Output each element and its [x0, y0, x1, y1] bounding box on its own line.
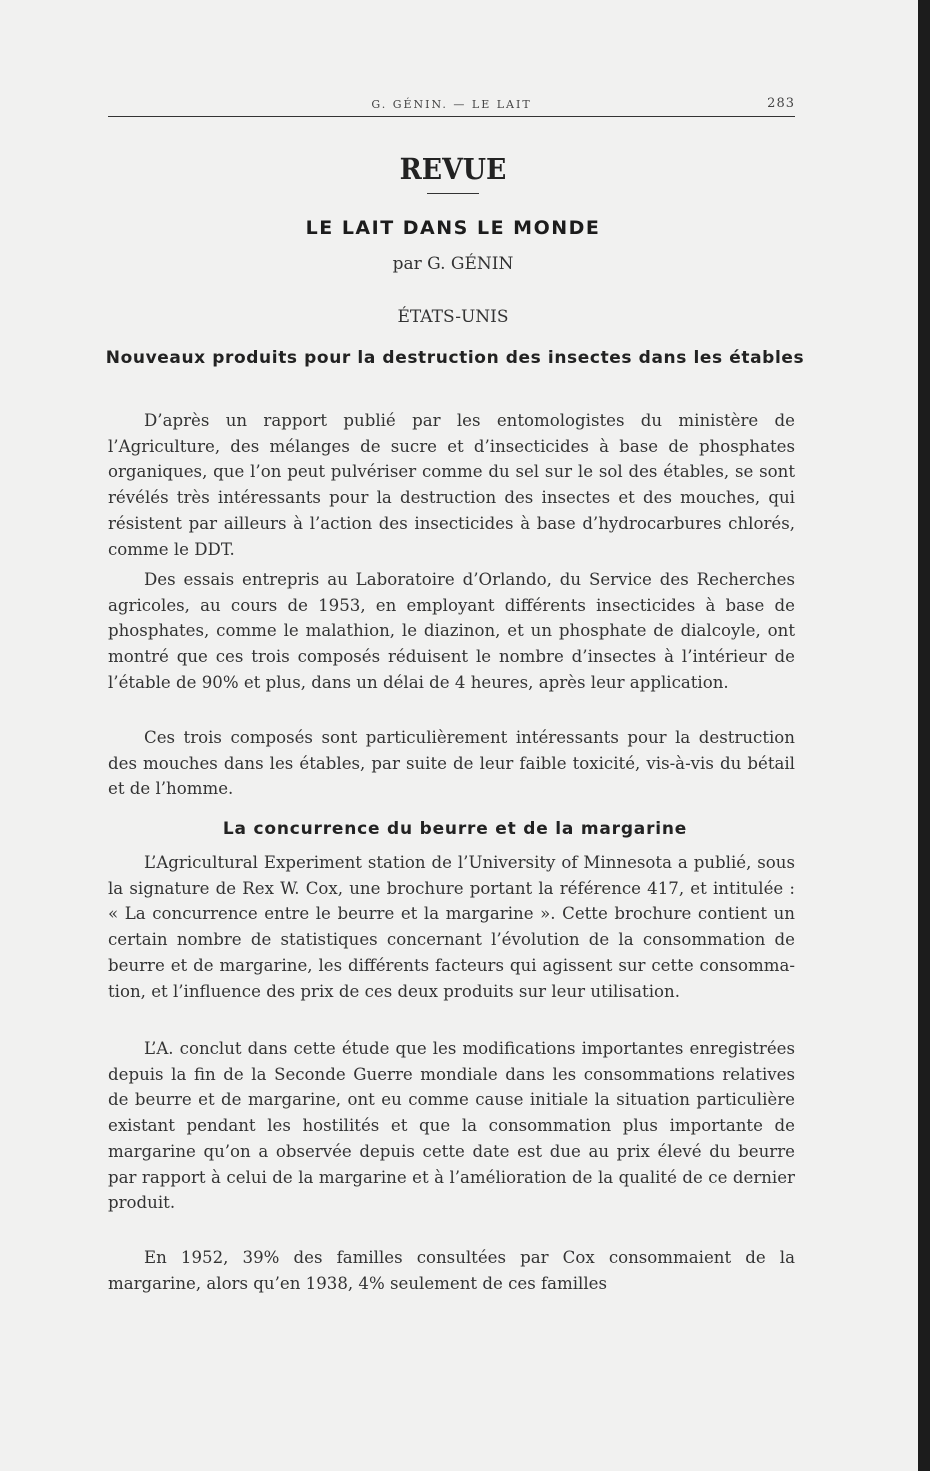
- paragraph: En 1952, 39% des familles consultées par Cox consommaient de la margarine, alors qu’en 1938, 4% seulement de ces familles: [108, 1248, 795, 1293]
- paragraph: L’Agricultural Experiment station de l’University of Minnesota a publié, sous la signature de Rex W. Cox, une brochure portant la référence 417, et intitulée : « La concurrence entre le beurre et la margarine ». Cette brochure contient un certain nombre de statistiques concernant l’évolution de la consommation de beurre et de margarine, les différents facteurs qui agissent sur cette consommation, et l’influence des prix de ces deux produits sur leur utilisation.: [108, 853, 795, 1001]
- paragraph: Ces trois composés sont particulièrement intéressants pour la destruction des mouches dans les étables, par suite de leur faible toxicité, vis-à-vis du bétail et de l’homme.: [108, 728, 795, 799]
- paragraph: Des essais entrepris au Laboratoire d’Orlando, du Service des Recherches agricoles, au cours de 1953, en employant différents insecticides à base de phosphates, comme le malathion, le diazinon, et un phosphate de dialcoyle, ont montré que ces trois composés réduisent le nombre d’insectes à l’intérieur de l’étable de 90% et plus, dans un délai de 4 heures, après leur application.: [108, 570, 795, 692]
- paragraph: L’A. conclut dans cette étude que les modifications importantes enregistrées depuis la fin de la Seconde Guerre mondiale dans les consommations relatives de beurre et de margarine, ont eu comme cause initiale la situation particulière existant pendant les hostilités et que la consommation plus importante de margarine qu’on a observée depuis cette date est due au prix élevé du beurre par rapport à celui de la margarine et à l’amélioration de la qualité de ce dernier produit.: [108, 1039, 795, 1213]
- country-heading: ÉTATS-UNIS: [397, 307, 509, 327]
- article-title: LE LAIT DANS LE MONDE: [305, 217, 601, 239]
- running-head: G. GÉNIN. — LE LAIT: [371, 98, 532, 111]
- section-title: La concurrence du beurre et de la margarine: [222, 819, 688, 839]
- page-number: 283: [767, 96, 795, 111]
- title-rule: [427, 193, 479, 194]
- section-heading-revue: REVUE: [399, 152, 507, 186]
- article-byline: par G. GÉNIN: [392, 254, 514, 274]
- page-header: [108, 92, 795, 117]
- section-title: Nouveaux produits pour la destruction des insectes dans les étables: [105, 348, 805, 368]
- scan-edge: [918, 0, 930, 1471]
- paragraph: D’après un rapport publié par les entomologistes du ministère de l’Agriculture, des mélanges de sucre et d’insecticides à base de phosphates organiques, que l’on peut pulvériser comme du sel sur le sol des étables, se sont révélés très intéressants pour la destruction des insectes et des mouches, qui résistent par ailleurs à l’action des insecticides à base d’hydrocarbures chlorés, comme le DDT.: [108, 411, 795, 559]
